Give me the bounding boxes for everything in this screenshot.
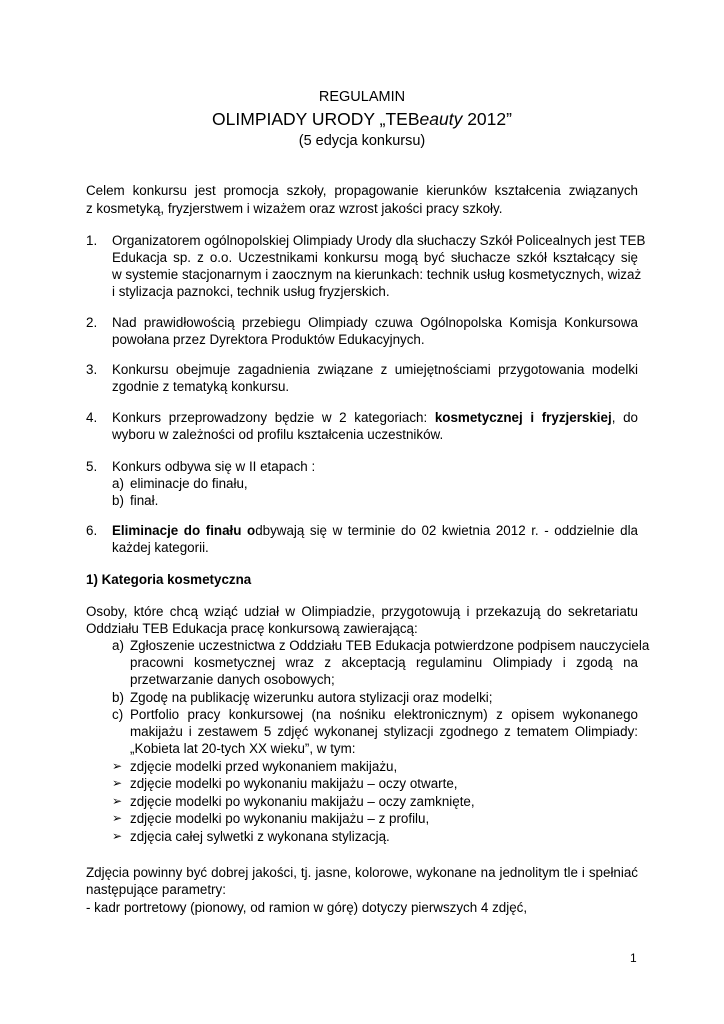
sub-item-c-line: makijażu i zestawem 5 zdjęć wykonanej stylizacji zgodnego z tematem Olimpiady: bbox=[130, 724, 638, 739]
arrow-bullet-icon: ➢ bbox=[112, 759, 123, 773]
sub-item-c-line: „Kobieta lat 20-tych XX wieku”, w tym: bbox=[130, 741, 356, 756]
bullet-item: zdjęcie modelki przed wykonaniem makijażu, bbox=[130, 759, 398, 774]
list-item-6-line: każdej kategorii. bbox=[112, 540, 209, 555]
title-line-2: OLIMPIADY URODY „TEBeauty 2012” bbox=[212, 109, 512, 129]
intro-line: Celem konkursu jest promocja szkoły, propagowanie kierunków kształcenia związanych bbox=[86, 183, 638, 198]
sub-item-c-line: Portfolio pracy konkursowej (na nośniku elektronicznym) z opisem wykonanego bbox=[130, 707, 638, 722]
section-intro-line: Osoby, które chcą wziąć udział w Olimpiadzie, przygotowują i przekazują do sekretariatu bbox=[86, 604, 638, 619]
title-line-3: (5 edycja konkursu) bbox=[298, 133, 426, 149]
list-item-4-line: Konkurs przeprowadzony będzie w 2 kategoriach: kosmetycznej i fryzjerskiej, do bbox=[112, 410, 638, 425]
section-intro-line: Oddziału TEB Edukacja pracę konkursową zawierającą: bbox=[86, 621, 418, 636]
title-line-1: REGULAMIN bbox=[318, 89, 406, 105]
arrow-bullet-icon: ➢ bbox=[112, 776, 123, 790]
bullet-item: zdjęcie modelki po wykonaniu makijażu – oczy otwarte, bbox=[130, 776, 458, 791]
list-number: 6. bbox=[86, 523, 98, 538]
list-item-1-line: i stylizacja paznokci, technik usług fryzjerskich. bbox=[112, 284, 390, 299]
list-item-4-line: wyboru w zależności od profilu kształcenia uczestników. bbox=[112, 427, 444, 442]
page-number: 1 bbox=[630, 951, 637, 965]
list-item-1-line: Edukacja sp. z o.o. Uczestnikami konkursu mogą być słuchacze szkół kształcący się bbox=[112, 250, 638, 265]
arrow-bullet-icon: ➢ bbox=[112, 829, 123, 843]
list-item-1-line: w systemie stacjonarnym i zaocznym na kierunkach: technik usług kosmetycznych, wizaż bbox=[112, 267, 642, 282]
sub-item-b: Zgodę na publikację wizerunku autora stylizacji oraz modelki; bbox=[130, 690, 493, 705]
closing-line: - kadr portretowy (pionowy, od ramion w górę) dotyczy pierwszych 4 zdjęć, bbox=[86, 900, 528, 915]
sub-item: eliminacje do finału, bbox=[130, 476, 248, 491]
bullet-item: zdjęcia całej sylwetki z wykonana stylizacją. bbox=[130, 829, 390, 844]
list-number: 5. bbox=[86, 459, 98, 474]
list-item-3-line: zgodnie z tematyką konkursu. bbox=[112, 379, 290, 394]
list-item-2-line: powołana przez Dyrektora Produktów Edukacyjnych. bbox=[112, 332, 425, 347]
sub-item-a-line: Zgłoszenie uczestnictwa z Oddziału TEB Edukacja potwierdzone podpisem nauczyciela bbox=[130, 638, 650, 653]
list-number: 4. bbox=[86, 410, 98, 425]
list-number: 2. bbox=[86, 315, 98, 330]
closing-line: następujące parametry: bbox=[86, 882, 226, 897]
list-item-1-line: Organizatorem ogólnopolskiej Olimpiady Urody dla słuchaczy Szkół Policealnych jest TEB bbox=[112, 233, 646, 248]
arrow-bullet-icon: ➢ bbox=[112, 794, 123, 808]
sub-item-a-line: pracowni kosmetycznej wraz z akceptacją regulaminu Olimpiady i zgodą na bbox=[130, 655, 638, 670]
list-item-5-line: Konkurs odbywa się w II etapach : bbox=[112, 459, 316, 474]
list-item-3-line: Konkursu obejmuje zagadnienia związane z umiejętnościami przygotowania modelki bbox=[112, 362, 638, 377]
bullet-item: zdjęcie modelki po wykonaniu makijażu – z profilu, bbox=[130, 811, 430, 826]
sub-item-label: b) bbox=[112, 690, 124, 705]
list-number: 3. bbox=[86, 362, 98, 377]
arrow-bullet-icon: ➢ bbox=[112, 811, 123, 825]
bullet-item: zdjęcie modelki po wykonaniu makijażu – oczy zamknięte, bbox=[130, 794, 475, 809]
closing-line: Zdjęcia powinny być dobrej jakości, tj. jasne, kolorowe, wykonane na jednolitym tle i spełniać bbox=[86, 865, 638, 880]
list-item-6-line: Eliminacje do finału odbywają się w terminie do 02 kwietnia 2012 r. - oddzielnie dla bbox=[112, 523, 638, 538]
sub-item-label: a) bbox=[112, 638, 124, 653]
list-number: 1. bbox=[86, 233, 98, 248]
list-item-2-line: Nad prawidłowością przebiegu Olimpiady czuwa Ogólnopolska Komisja Konkursowa bbox=[112, 315, 638, 330]
section-heading: 1) Kategoria kosmetyczna bbox=[86, 572, 252, 587]
intro-line: z kosmetyką, fryzjerstwem i wizażem oraz wzrost jakości pracy szkoły. bbox=[86, 201, 503, 216]
sub-item-a-line: przetwarzanie danych osobowych; bbox=[130, 672, 335, 687]
sub-item-label: b) bbox=[112, 493, 124, 508]
sub-item-label: a) bbox=[112, 476, 124, 491]
sub-item-label: c) bbox=[112, 707, 124, 722]
sub-item: finał. bbox=[130, 493, 159, 508]
